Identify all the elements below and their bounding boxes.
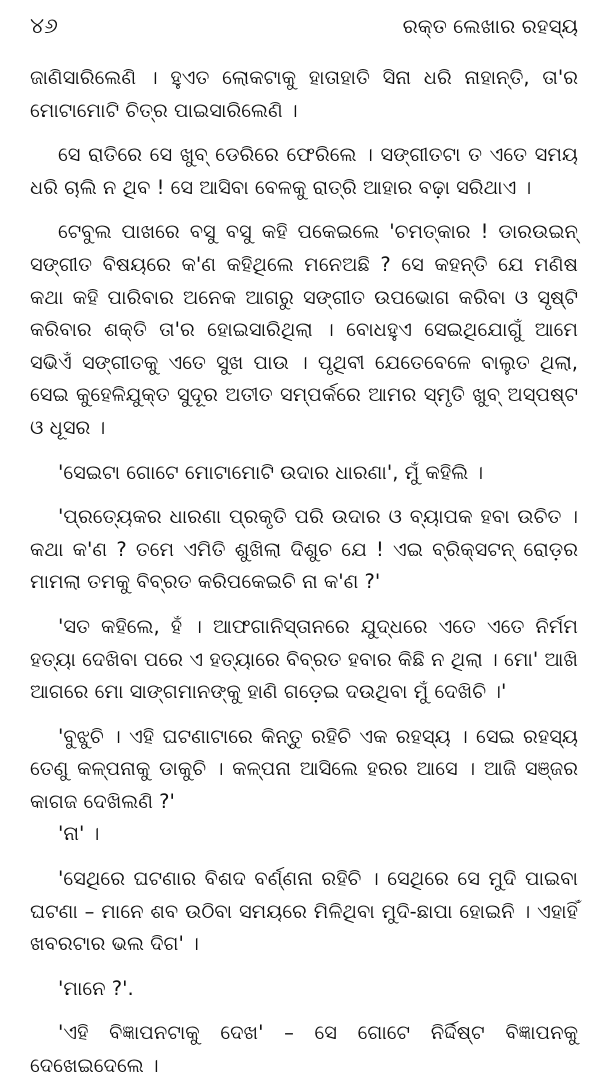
page-header [30,14,578,48]
body-text [30,62,578,1083]
paragraph: 'ସେଥିରେ ଘଟଣାର ବିଶଦ ବର୍ଣ୍ଣନା ରହିଚି । ସେଥିରେ ସେ ମୁଦି ପାଇବା ଘଟଣା – ମାନେ ଶବ ଉଠିବା ସମୟରେ ମିଳିଥିବା ମୁଦି-ଛାପା ହୋଇନି । ଏହାହିଁ ଖବରଟାର ଭଲ ଦିଗ' । [30,867,578,956]
paragraph: ଜାଣିସାରିଲେଣି । ହୁଏତ ଲୋକଟାକୁ ହାତାହାତି ସିନା ଧରି ନାହାନ୍ତି, ତା'ର ମୋଟାମୋଟି ଚିତ୍ର ପାଇସାରିଲେଣି । [30,66,578,122]
paragraph: 'ନା' । [58,822,100,846]
paragraph: 'ସେଇଟା ଗୋଟେ ମୋଟାମୋଟି ଉଦାର ଧାରଣା', ମୁଁ କହିଲି । [58,460,484,484]
paragraph: 'ବୁଝୁଚି । ଏହି ଘଟଣାଟାରେ କିନ୍ତୁ ରହିଚି ଏକ ରହସ୍ୟ । ସେଇ ରହସ୍ୟ ତେଣୁ କଳ୍ପନାକୁ ଡାକୁଚି । କଳ୍ପନା ଆସିଲେ ହରର ଆସେ । ଆଜି ସଞ୍ଜର କାଗଜ ଦେଖିଲଣି ?' [30,724,578,813]
paragraph: 'ମାନେ ?'. [58,976,134,1000]
paragraph: 'ପ୍ରତ୍ୟେକର ଧାରଣା ପ୍ରକୃତି ପରି ଉଦାର ଓ ବ୍ୟାପକ ହବା ଉଚିତ । କଥା କ'ଣ ? ତମେ ଏମିତି ଶୁଖିଲା ଦିଶୁଚ ଯେ ! ଏଇ ବ୍ରିକ୍‌ସଟନ୍ ରୋଡ଼ର ମାମଲା ତମକୁ ବିବ୍ରତ କରିପକେଇଚି ନା କ'ଣ ?' [30,505,578,594]
paragraph: ଟେବୁଲ ପାଖରେ ବସୁ ବସୁ କହି ପକେଇଲେ 'ଚମତ୍କାର ! ଡାରଉଇନ୍ ସଙ୍ଗୀତ ବିଷୟରେ କ'ଣ କହିଥିଲେ ମନେଅଛି ? ସେ କହନ୍ତି ଯେ ମଣିଷ କଥା କହି ପାରିବାର ଅନେକ ଆଗରୁ ସଙ୍ଗୀତ ଉପଭୋଗ କରିବା ଓ ସୃଷ୍ଟି କରିବାର ଶକ୍ତି ତା'ର ହୋଇସାରିଥିଲା । ବୋଧହୁଏ ସେଇଥିଯୋଗୁଁ ଆମେ ସଭିଏଁ ସଙ୍ଗୀତକୁ ଏତେ ସୁଖ ପାଉ । ପୃଥିବୀ ଯେତେବେଳେ ବାଲୁତ ଥିଲା, ସେଇ କୁହେଳିଯୁକ୍ତ ସୁଦୂର ଅତୀତ ସମ୍ପର୍କରେ ଆମର ସ୍ମୃତି ଖୁବ୍ ଅସ୍ପଷ୍ଟ ଓ ଧୂସର । [30,220,578,439]
paragraph: 'ସତ କହିଲେ, ହଁ । ଆଫଗାନିସ୍ତାନରେ ଯୁଦ୍ଧରେ ଏତେ ଏତେ ନିର୍ମମ ହତ୍ୟା ଦେଖିବା ପରେ ଏ ହତ୍ୟାରେ ବିବ୍ରତ ହବାର କିଛି ନ ଥିଲା । ମୋ' ଆଖି ଆଗରେ ମୋ ସାଙ୍ଗମାନଙ୍କୁ ହାଣି ଗଡ଼େଇ ଦଉଥିବା ମୁଁ ଦେଖିଚି ।' [30,614,578,704]
running-title: ରକ୍ତ ଲେଖାର ରହସ୍ୟ [402,14,578,38]
page-number: ୪୬ [30,14,58,39]
paragraph: 'ଏହି ବିଜ୍ଞାପନଟାକୁ ଦେଖ' – ସେ ଗୋଟେ ନିର୍ଦ୍ଦିଷ୍ଟ ବିଜ୍ଞାପନକୁ ଦେଖେଇଦେଲେ । [30,1021,578,1078]
paragraph: ସେ ରାତିରେ ସେ ଖୁବ୍ ଡେରିରେ ଫେରିଲେ । ସଙ୍ଗୀତଟା ତ ଏତେ ସମୟ ଧରି ଚାଲି ନ ଥିବ ! ସେ ଆସିବା ବେଳକୁ ରାତ୍ରି ଆହାର ବଢ଼ା ସରିଥାଏ । [30,143,578,199]
